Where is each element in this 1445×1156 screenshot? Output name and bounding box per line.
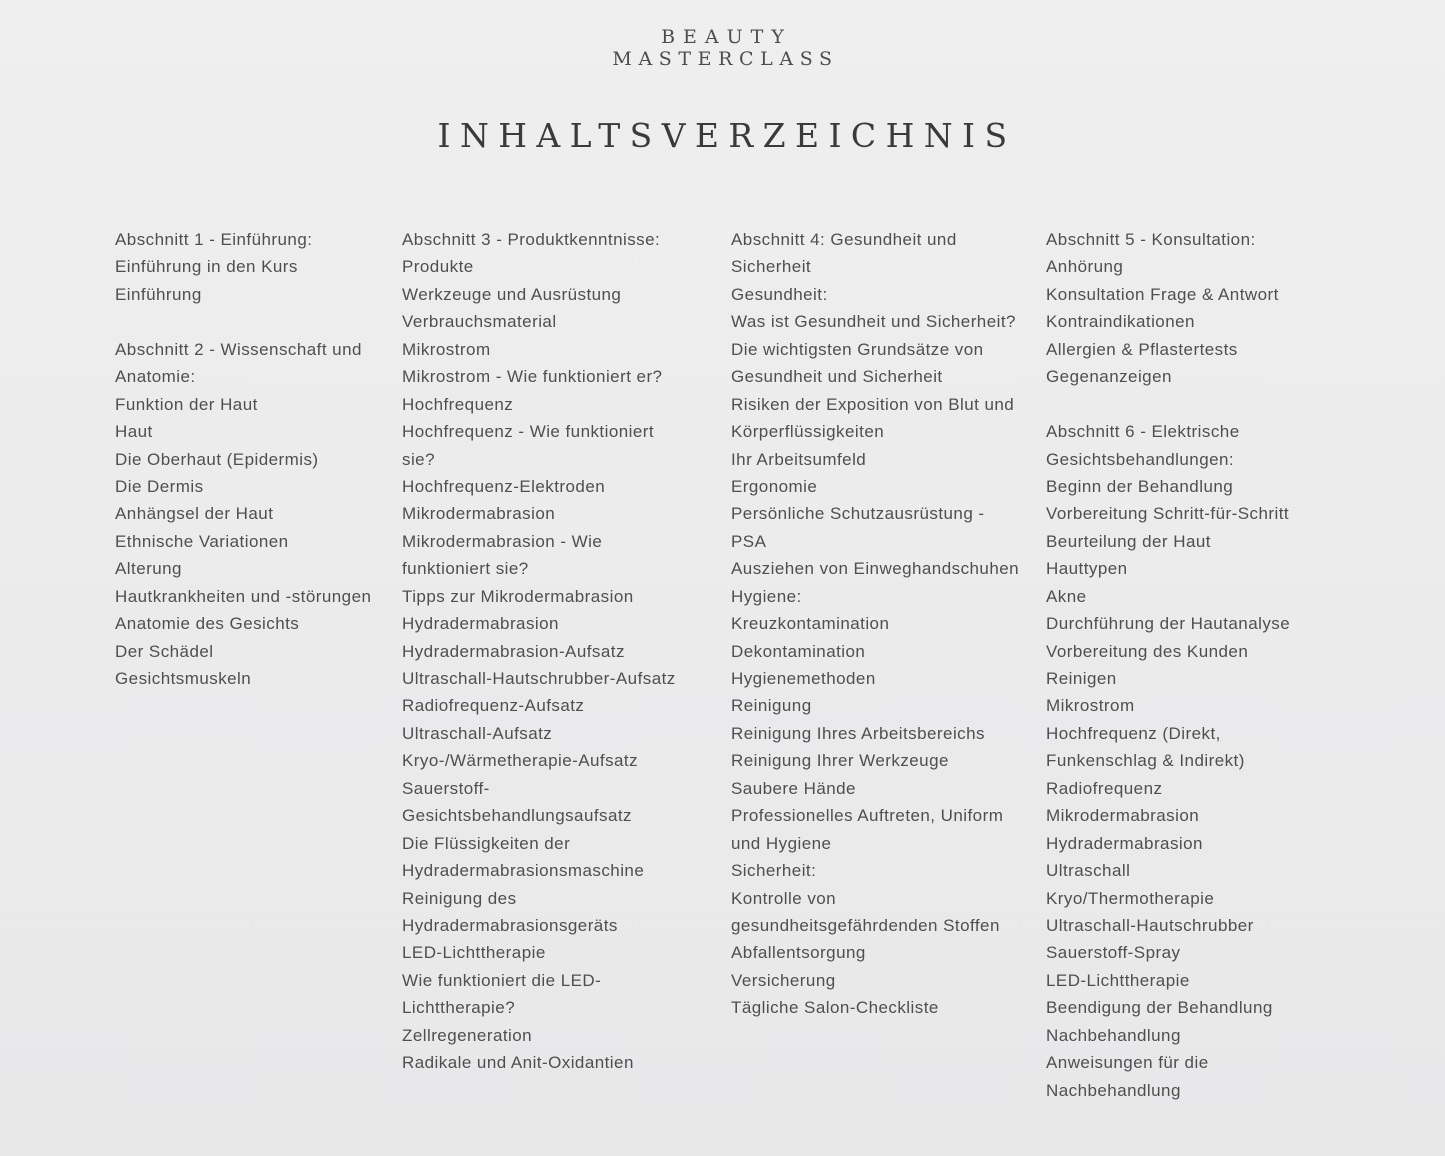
toc-entry: Ethnische Variationen [115, 531, 289, 551]
toc-entry: sie? [402, 449, 435, 469]
toc-column-1 [115, 226, 371, 692]
toc-entry: Akne [1046, 586, 1087, 606]
brand-line-beauty: BEAUTY [661, 26, 792, 48]
toc-entry: Sicherheit [731, 257, 812, 277]
toc-entry: Lichttherapie? [402, 998, 516, 1018]
toc-entry: PSA [731, 531, 767, 551]
toc-entry: Mikrostrom [402, 339, 491, 359]
toc-entry: Mikrodermabrasion [402, 504, 556, 524]
toc-entry: Anhängsel der Haut [115, 504, 274, 524]
toc-entry: Mikrostrom - Wie funktioniert er? [402, 367, 663, 387]
toc-entry: Tägliche Salon-Checkliste [731, 998, 939, 1018]
toc-entry: Professionelles Auftreten, Uniform [731, 806, 1004, 826]
toc-entry: Haut [115, 422, 153, 442]
toc-entry: Abschnitt 3 - Produktkenntnisse: [402, 230, 661, 249]
toc-entry: Radiofrequenz-Aufsatz [402, 696, 585, 716]
toc-column-4 [1046, 226, 1290, 1104]
toc-entry: Sauerstoff- [402, 778, 490, 798]
toc-entry: Abschnitt 5 - Konsultation: [1046, 230, 1256, 249]
toc-entry: Hochfrequenz-Elektroden [402, 476, 606, 496]
toc-entry: Abfallentsorgung [731, 943, 866, 963]
toc-entry: Reinigung Ihres Arbeitsbereichs [731, 723, 985, 743]
toc-entry: Ausziehen von Einweghandschuhen [731, 559, 1020, 579]
toc-entry: LED-Lichttherapie [1046, 970, 1190, 990]
toc-entry: Ultraschall-Hautschrubber [1046, 915, 1254, 935]
toc-entry: Hochfrequenz (Direkt, [1046, 723, 1221, 743]
toc-entry: Persönliche Schutzausrüstung - [731, 504, 985, 524]
toc-entry: Abschnitt 2 - Wissenschaft und [115, 339, 362, 359]
toc-column-3 [731, 226, 1019, 1022]
toc-entry: Hydradermabrasion [402, 614, 559, 634]
toc-entry: Sauerstoff-Spray [1046, 943, 1181, 963]
toc-entry: Radikale und Anit-Oxidantien [402, 1053, 634, 1073]
page-title: INHALTSVERZEICHNIS [437, 116, 1017, 155]
toc-entry: Abschnitt 6 - Elektrische [1046, 422, 1240, 442]
toc-entry: Zellregeneration [402, 1025, 533, 1045]
toc-entry: Einführung [115, 284, 202, 304]
toc-entry: Gesichtsmuskeln [115, 669, 252, 688]
toc-entry: Hydradermabrasion [1046, 833, 1203, 853]
toc-entry: Die Dermis [115, 476, 204, 496]
toc-entry: Tipps zur Mikrodermabrasion [402, 586, 634, 606]
toc-entry: Vorbereitung des Kunden [1046, 641, 1249, 661]
toc-entry: und Hygiene [731, 833, 832, 853]
toc-entry: Ultraschall-Aufsatz [402, 723, 553, 743]
toc-entry: Hochfrequenz [402, 394, 514, 414]
toc-entry: Funkenschlag & Indirekt) [1046, 751, 1245, 771]
toc-entry: Hygiene: [731, 586, 802, 606]
toc-entry: Beendigung der Behandlung [1046, 998, 1273, 1018]
toc-entry: Produkte [402, 257, 474, 277]
toc-entry: Was ist Gesundheit und Sicherheit? [731, 312, 1016, 332]
brand-line-masterclass: MASTERCLASS [612, 48, 839, 70]
toc-entry: Gesundheit und Sicherheit [731, 367, 943, 387]
toc-entry: Ihr Arbeitsumfeld [731, 449, 867, 469]
toc-entry: Reinigung des [402, 888, 517, 908]
toc-entry: Anweisungen für die [1046, 1053, 1209, 1073]
toc-entry: LED-Lichttherapie [402, 943, 546, 963]
toc-entry: Ultraschall [1046, 861, 1131, 881]
toc-entry: Beurteilung der Haut [1046, 531, 1211, 551]
toc-entry: Kryo-/Wärmetherapie-Aufsatz [402, 751, 639, 771]
toc-entry: Reinigen [1046, 669, 1117, 688]
toc-entry: Die wichtigsten Grundsätze von [731, 339, 984, 359]
toc-entry: Hydradermabrasionsgeräts [402, 915, 618, 935]
toc-entry: funktioniert sie? [402, 559, 529, 579]
toc-entry: Nachbehandlung [1046, 1080, 1181, 1100]
toc-entry: Ultraschall-Hautschrubber-Aufsatz [402, 669, 676, 688]
toc-entry: Die Oberhaut (Epidermis) [115, 449, 319, 469]
toc-entry: Anhörung [1046, 257, 1124, 277]
toc-entry: Konsultation Frage & Antwort [1046, 284, 1279, 304]
toc-entry: Kontraindikationen [1046, 312, 1195, 332]
toc-entry: Mikrodermabrasion [1046, 806, 1200, 826]
toc-entry: Hautkrankheiten und -störungen [115, 586, 372, 606]
toc-entry: Hydradermabrasionsmaschine [402, 861, 645, 881]
toc-entry: Gesichtsbehandlungen: [1046, 449, 1235, 469]
toc-entry: Körperflüssigkeiten [731, 422, 885, 442]
toc-entry: Anatomie: [115, 367, 196, 387]
toc-entry: Einführung in den Kurs [115, 257, 298, 277]
toc-entry: Sicherheit: [731, 861, 817, 881]
toc-entry: Dekontamination [731, 641, 866, 661]
toc-entry: Hochfrequenz - Wie funktioniert [402, 422, 655, 442]
toc-entry: Verbrauchsmaterial [402, 312, 557, 332]
toc-entry: Versicherung [731, 970, 836, 990]
toc-entry: Beginn der Behandlung [1046, 476, 1234, 496]
toc-entry: Gesichtsbehandlungsaufsatz [402, 806, 633, 826]
toc-entry: Anatomie des Gesichts [115, 614, 300, 634]
toc-entry: Abschnitt 1 - Einführung: [115, 230, 313, 249]
toc-entry: Der Schädel [115, 641, 214, 661]
toc-entry: Reinigung [731, 696, 812, 716]
toc-spacer [1046, 391, 1290, 418]
toc-entry: Funktion der Haut [115, 394, 258, 414]
toc-entry: Hygienemethoden [731, 669, 876, 688]
toc-entry: Risiken der Exposition von Blut und [731, 394, 1015, 414]
toc-entry: Werkzeuge und Ausrüstung [402, 284, 622, 304]
toc-entry: Reinigung Ihrer Werkzeuge [731, 751, 949, 771]
toc-entry: Hydradermabrasion-Aufsatz [402, 641, 625, 661]
toc-entry: Gegenanzeigen [1046, 367, 1172, 387]
toc-column-2 [402, 226, 676, 1077]
toc-entry: Gesundheit: [731, 284, 828, 304]
toc-entry: Nachbehandlung [1046, 1025, 1181, 1045]
toc-entry: Radiofrequenz [1046, 778, 1163, 798]
toc-entry: Die Flüssigkeiten der [402, 833, 571, 853]
toc-entry: Ergonomie [731, 476, 818, 496]
toc-entry: Kreuzkontamination [731, 614, 890, 634]
toc-entry: Mikrodermabrasion - Wie [402, 531, 603, 551]
toc-entry: Durchführung der Hautanalyse [1046, 614, 1291, 634]
toc-entry: Kontrolle von [731, 888, 837, 908]
toc-entry: Mikrostrom [1046, 696, 1135, 716]
toc-entry: gesundheitsgefährdenden Stoffen [731, 915, 1000, 935]
toc-entry: Kryo/Thermotherapie [1046, 888, 1215, 908]
toc-entry: Hauttypen [1046, 559, 1128, 579]
toc-entry: Allergien & Pflastertests [1046, 339, 1238, 359]
toc-entry: Abschnitt 4: Gesundheit und [731, 230, 957, 249]
toc-entry: Wie funktioniert die LED- [402, 970, 602, 990]
toc-entry: Vorbereitung Schritt-für-Schritt [1046, 504, 1290, 524]
toc-entry: Alterung [115, 559, 182, 579]
brand-logo [0, 26, 1445, 70]
toc-spacer [115, 308, 371, 335]
toc-entry: Saubere Hände [731, 778, 856, 798]
